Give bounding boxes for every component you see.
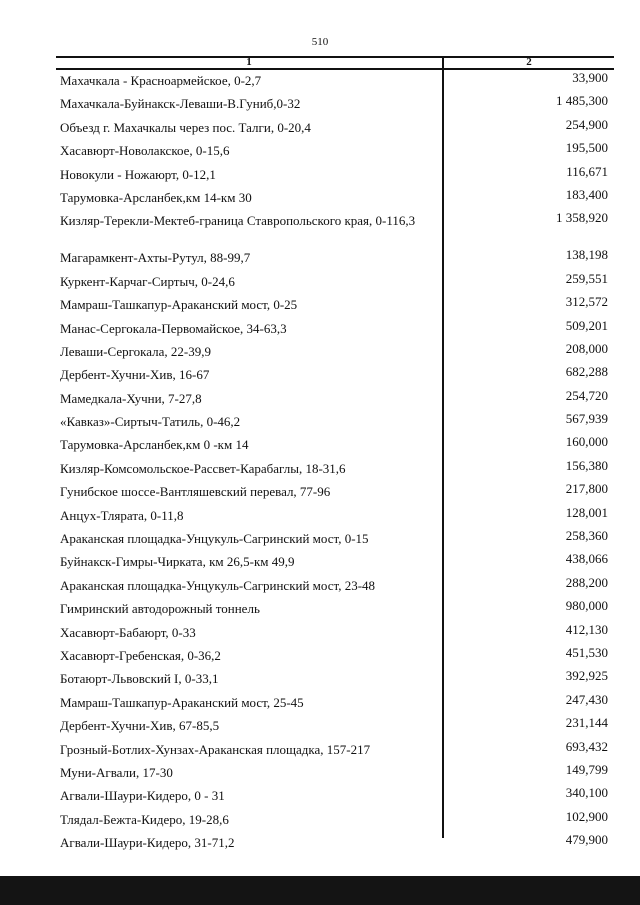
- amount-value: 412,130: [565, 621, 608, 637]
- table-row: [56, 341, 614, 364]
- amount-value: 693,432: [565, 738, 608, 754]
- road-segment-name: Муни-Агвали, 17-30: [60, 764, 173, 780]
- amount-value: 479,900: [565, 832, 608, 848]
- amount-value: 195,500: [565, 140, 608, 156]
- amount-value: 980,000: [565, 598, 608, 614]
- amount-value: 259,551: [565, 270, 608, 286]
- road-segment-name: Мамраш-Ташкапур-Араканский мост, 25-45: [60, 694, 304, 710]
- column-header-1: 1: [246, 56, 252, 68]
- amount-value: 567,939: [565, 411, 608, 427]
- road-segment-name: Кизляр-Терекли-Мектеб-граница Ставропольского края, 0-116,3: [60, 213, 416, 229]
- road-segment-name: «Кавказ»-Сиртыч-Татиль, 0-46,2: [60, 414, 241, 430]
- table-row: [56, 140, 614, 163]
- table-row: [56, 598, 614, 621]
- road-segment-name: Мамедкала-Хучни, 7-27,8: [60, 390, 202, 406]
- table-row: [56, 528, 614, 551]
- road-segment-name: Новокули - Ножаюрт, 0-12,1: [60, 166, 216, 182]
- amount-value: 33,900: [572, 70, 608, 85]
- road-segment-name: Агвали-Шаури-Кидеро, 31-71,2: [60, 835, 235, 851]
- amount-value: 1 358,920: [556, 210, 608, 226]
- road-segment-name: Анцух-Тлярата, 0-11,8: [60, 507, 184, 523]
- road-segment-name: Манас-Сергокала-Первомайское, 34-63,3: [60, 320, 287, 336]
- amount-value: 183,400: [565, 186, 608, 202]
- amount-value: 149,799: [565, 761, 608, 777]
- table-row: [56, 809, 614, 832]
- road-segment-name: Магарамкент-Ахты-Рутул, 88-99,7: [60, 250, 251, 266]
- road-segment-name: Тлядал-Бежта-Кидеро, 19-28,6: [60, 811, 229, 827]
- table-row: [56, 622, 614, 645]
- amount-value: 451,530: [565, 644, 608, 660]
- amount-value: 312,572: [565, 294, 608, 310]
- road-segment-name: Ботаюрт-Львовский I, 0-33,1: [60, 671, 219, 687]
- amount-value: 1 485,300: [556, 93, 608, 109]
- table-row: [56, 164, 614, 187]
- amount-value: 682,288: [565, 364, 608, 380]
- table-row: [56, 715, 614, 738]
- table-row: [56, 458, 614, 481]
- amount-value: 102,900: [565, 808, 608, 824]
- amount-value: 438,066: [565, 551, 608, 567]
- amount-value: 116,671: [566, 163, 608, 179]
- amount-value: 288,200: [565, 574, 608, 590]
- table-row: [56, 210, 614, 247]
- table-row: [56, 551, 614, 574]
- table-row: [56, 93, 614, 116]
- table-body: [56, 70, 614, 856]
- road-segment-name: Дербент-Хучни-Хив, 16-67: [60, 367, 210, 383]
- amount-value: 138,198: [565, 247, 608, 263]
- road-segment-name: Тарумовка-Арсланбек,км 0 -км 14: [60, 437, 249, 453]
- amount-value: 392,925: [565, 668, 608, 684]
- table-row: [56, 388, 614, 411]
- amount-value: 254,720: [565, 387, 608, 403]
- road-segment-name: Буйнакск-Гимры-Чирката, км 26,5-км 49,9: [60, 554, 295, 570]
- amount-value: 208,000: [565, 340, 608, 356]
- data-table: [56, 56, 614, 851]
- road-segment-name: Хасавюрт-Новолакское, 0-15,6: [60, 143, 230, 159]
- road-segment-name: Куркент-Карчаг-Сиртыч, 0-24,6: [60, 273, 235, 289]
- table-row: [56, 785, 614, 808]
- amount-value: 231,144: [565, 715, 608, 731]
- road-segment-name: Кизляр-Комсомольское-Рассвет-Карабаглы, 18-31,6: [60, 460, 346, 476]
- amount-value: 128,001: [565, 504, 608, 520]
- road-segment-name: Тарумовка-Арсланбек,км 14-км 30: [60, 189, 252, 205]
- road-segment-name: Араканская площадка-Унцукуль-Сагринский мост, 23-48: [60, 577, 376, 593]
- road-segment-name: Дербент-Хучни-Хив, 67-85,5: [60, 718, 220, 734]
- column-header-2: 2: [526, 56, 532, 68]
- table-row: [56, 271, 614, 294]
- amount-value: 156,380: [565, 457, 608, 473]
- amount-value: 340,100: [565, 785, 608, 801]
- road-segment-name: Агвали-Шаури-Кидеро, 0 - 31: [60, 788, 225, 804]
- amount-value: 247,430: [565, 691, 608, 707]
- table-row: [56, 434, 614, 457]
- road-segment-name: Леваши-Сергокала, 22-39,9: [60, 343, 211, 359]
- table-row: [56, 575, 614, 598]
- table-row: [56, 668, 614, 691]
- table-row: [56, 294, 614, 317]
- table-row: [56, 762, 614, 785]
- table-row: [56, 481, 614, 504]
- table-row: [56, 364, 614, 387]
- table-row: [56, 117, 614, 140]
- table-row: [56, 70, 614, 93]
- road-segment-name: Гунибское шоссе-Вантляшевский перевал, 77-96: [60, 484, 331, 500]
- road-segment-name: Араканская площадка-Унцукуль-Сагринский мост, 0-15: [60, 531, 369, 547]
- table-row: [56, 832, 614, 855]
- road-segment-name: Хасавюрт-Гребенская, 0-36,2: [60, 647, 221, 663]
- road-segment-name: Объезд г. Махачкалы через пос. Талги, 0-20,4: [60, 119, 311, 135]
- scan-bottom-edge: [0, 876, 640, 905]
- amount-value: 254,900: [565, 116, 608, 132]
- amount-value: 160,000: [565, 434, 608, 450]
- table-row: [56, 187, 614, 210]
- table-row: [56, 247, 614, 270]
- road-segment-name: Махачкала-Буйнакск-Леваши-В.Гуниб,0-32: [60, 96, 301, 112]
- table-row: [56, 645, 614, 668]
- page-number: 510: [311, 36, 329, 48]
- table-row: [56, 411, 614, 434]
- amount-value: 509,201: [565, 317, 608, 333]
- table-row: [56, 505, 614, 528]
- road-segment-name: Мамраш-Ташкапур-Араканский мост, 0-25: [60, 297, 298, 313]
- table-row: [56, 692, 614, 715]
- road-segment-name: Гимринский автодорожный тоннель: [60, 601, 260, 617]
- road-segment-name: Махачкала - Красноармейское, 0-2,7: [60, 73, 262, 88]
- table-row: [56, 318, 614, 341]
- amount-value: 217,800: [565, 481, 608, 497]
- road-segment-name: Грозный-Ботлих-Хунзах-Араканская площадка, 157-217: [60, 741, 371, 757]
- table-row: [56, 739, 614, 762]
- road-segment-name: Хасавюрт-Бабаюрт, 0-33: [60, 624, 196, 640]
- amount-value: 258,360: [565, 528, 608, 544]
